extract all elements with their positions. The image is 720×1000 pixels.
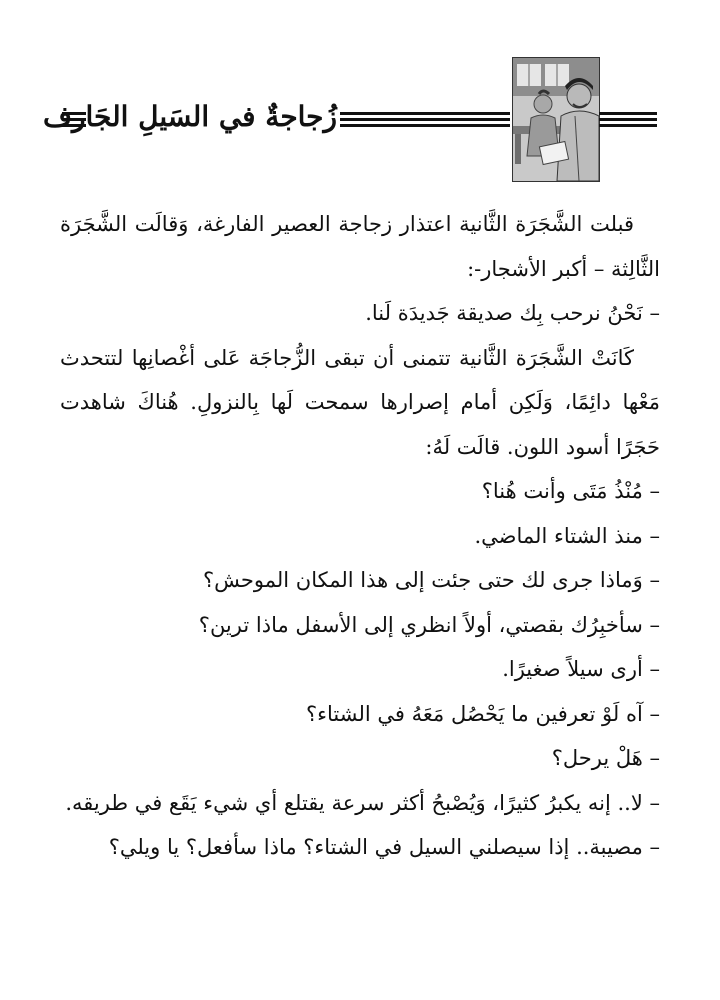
title-rule-right [599, 112, 657, 130]
dialogue-line: – مصيبة.. إذا سيصلني السيل في الشتاء؟ ماذا سأفعل؟ يا ويلي؟ [108, 835, 660, 859]
paragraph: قبلت الشَّجَرَة الثَّانية اعتذار زجاجة العصير الفارغة، وَقالَت الشَّجَرَة الثَّالِثة – أكبر الأشجار-: [60, 212, 660, 281]
two-figures-illustration-icon [512, 57, 600, 182]
dialogue-line: – آه لَوْ تعرفين ما يَحْصُل مَعَهُ في الشتاء؟ [306, 701, 660, 726]
dialogue-line: – وَماذا جرى لك حتى جئت إلى هذا المكان الموحش؟ [203, 568, 660, 592]
dialogue-line: – هَلْ يرحل؟ [551, 746, 660, 770]
dialogue-line: – سأخبِرُك بقصتي، أولاً انظري إلى الأسفل ماذا ترين؟ [198, 612, 660, 637]
dialogue-line: – نَحْنُ نرحب بِك صديقة جَديدَة لَنا. [365, 301, 660, 325]
dialogue-line: – لا.. إنه يكبرُ كثيرًا، وَيُصْبحُ أكثر سرعة يقتلع أي شيء يَقَع في طريقه. [65, 790, 660, 815]
page-header [0, 0, 720, 200]
title-rule-middle [340, 112, 510, 130]
dialogue-line: – مُنْذُ مَتَى وأنت هُنا؟ [481, 479, 660, 503]
dialogue-line: – أرى سيلاً صغيرًا. [502, 657, 660, 681]
dialogue-line: – منذ الشتاء الماضي. [474, 523, 660, 548]
story-title: زُجاجةٌ في السَيلِ الجَارف [42, 100, 337, 133]
story-body [60, 202, 660, 870]
paragraph: كَانَتْ الشَّجَرَة الثَّانية تتمنى أن تبقى الزُّجاجَة عَلى أغْصانِها لتتحدث مَعْها دائِمًا، وَلَكِن أمام إصرارها سمحت لَها بِالنزولِ. هُناكَ شاهدت حَجَرًا أسود اللون. قالَت لَهُ: [60, 345, 660, 459]
